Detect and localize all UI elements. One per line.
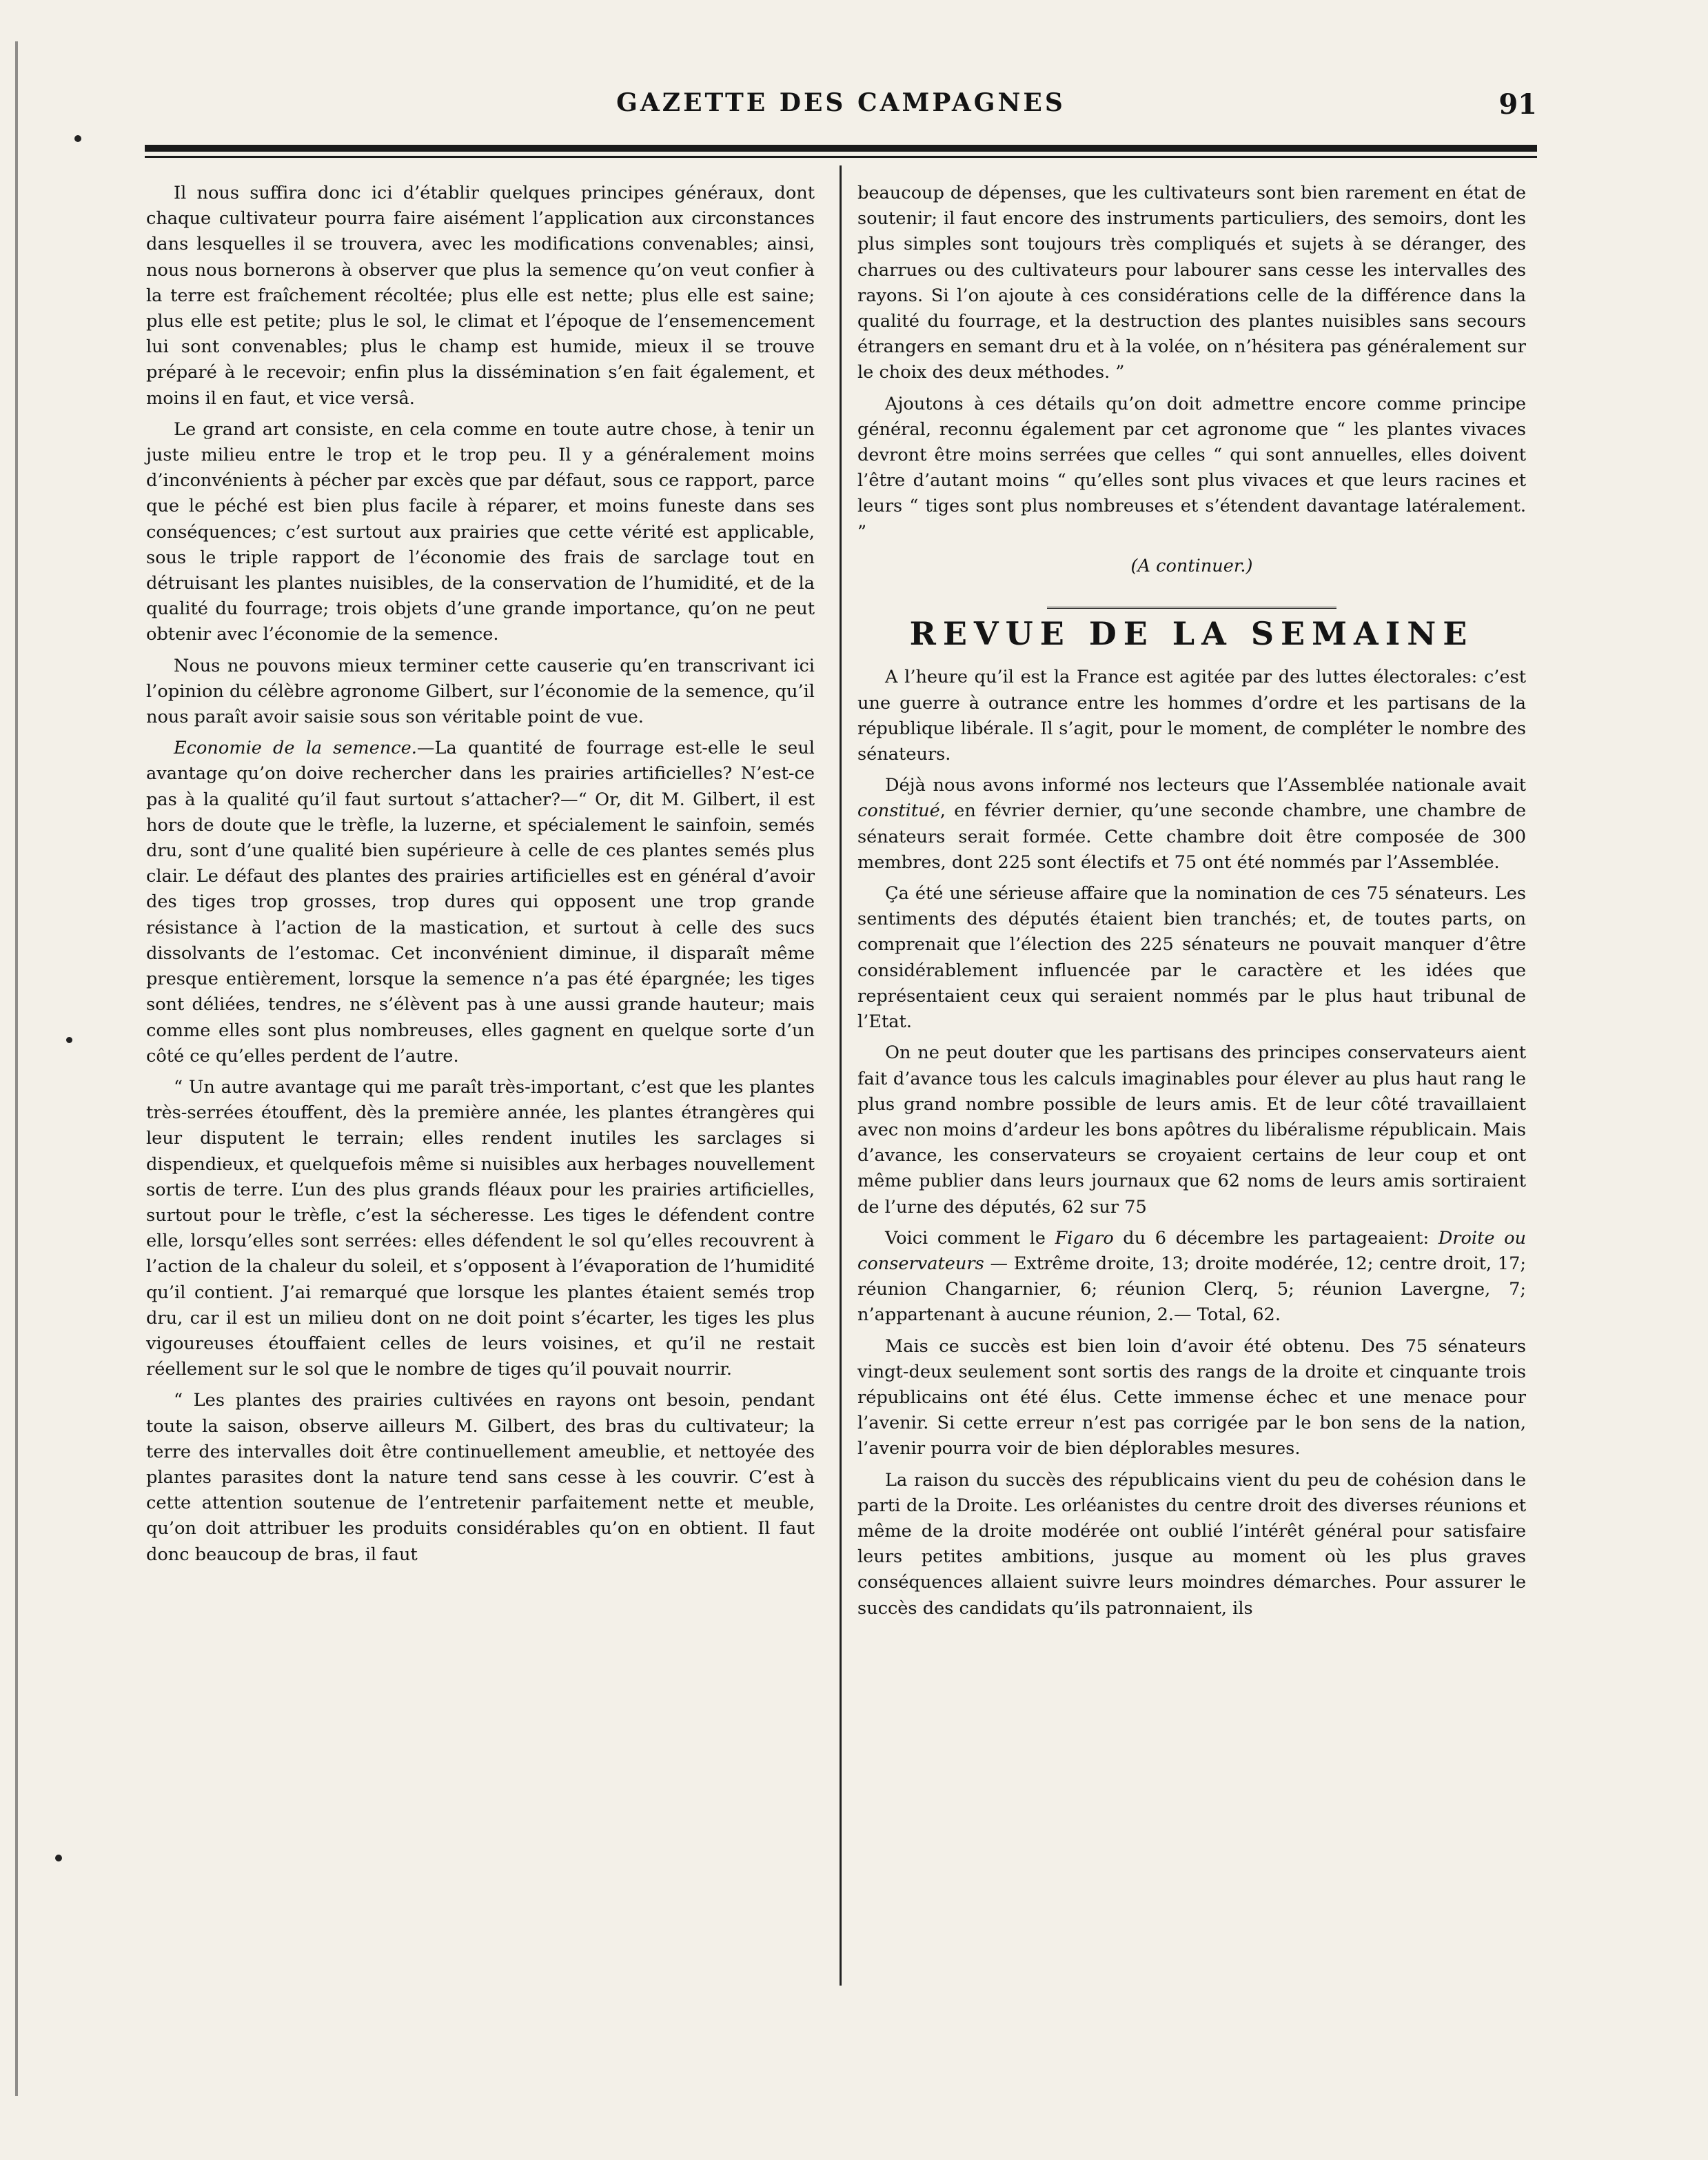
- print-speck: [55, 1855, 62, 1861]
- header-rule-thin: [145, 156, 1537, 158]
- paragraph: beaucoup de dépenses, que les cultivateurs sont bien rarement en état de soutenir; il faut encore des instruments particuliers, des semoirs, dont les plus simples sont toujours très compliqués et sujets à se déranger, des charrues ou des cultivateurs pour labourer sans cesse les intervalles des rayons. Si l’on ajoute à ces considérations celle de la différence dans la qualité du fourrage, et la destruction des plantes nuisibles sans secours étrangers en semant dru et à la volée, on n’hésitera pas généralement sur le choix des deux méthodes. ”: [857, 183, 1526, 383]
- text-run: , en février dernier, qu’une seconde chambre, une chambre de sénateurs serait formée. Cette chambre doit être composée de 300 membres, dont 225 sont électifs et 75 ont été nommés par l’Assemblée.: [857, 800, 1526, 873]
- text-run: Déjà nous avons informé nos lecteurs que l’Assemblée nationale avait: [885, 775, 1526, 796]
- column-divider: [840, 165, 842, 1986]
- paragraph: Ajoutons à ces détails qu’on doit admettre encore comme principe général, reconnu également par cet agronome que “ les plantes vivaces devront être moins serrées que celles “ qui sont annuelles, elles doivent l’être d’autant moins “ qu’elles sont plus vivaces et que leurs racines et leurs “ tiges sont plus nombreuses et s’étendent davantage latéralement. ”: [857, 393, 1526, 543]
- right-column: [857, 181, 1526, 1627]
- paragraph: [146, 736, 815, 1069]
- print-speck: [74, 135, 81, 142]
- binding-edge: [15, 41, 18, 2096]
- print-speck: [66, 1037, 72, 1043]
- page-header: [145, 88, 1537, 130]
- continue-note: (A continuer.): [1130, 555, 1253, 576]
- paragraph: La raison du succès des républicains vient du peu de cohésion dans le parti de la Droite. Les orléanistes du centre droit des diverses réunions et même de la droite modérée ont oublié l’intérêt général pour satisfaire leurs petites ambitions, jusque au moment où les plus graves conséquences allaient suivre leurs moindres démarches. Pour assurer le succès des candidats qu’ils patronnaient, ils: [857, 1469, 1526, 1619]
- paragraph: [857, 1226, 1526, 1329]
- emphasis: constitué: [857, 800, 940, 822]
- header-rule: [145, 145, 1537, 152]
- left-column: [146, 181, 815, 1573]
- paragraph: Le grand art consiste, en cela comme en toute autre chose, à tenir un juste milieu entre le trop et le trop peu. Il y a généralement moins d’inconvénients à pécher par excès que par défaut, sous ce rapport, parce que le péché est bien plus facile à réparer, et moins funeste dans ses conséquences; c’est surtout aux prairies que cette vérité est applicable, sous le triple rapport de l’économie des frais de sarclage tout en détruisant les plantes nuisibles, de la conservation de l’humidité, et de la qualité du fourrage; trois objets d’une grande importance, qu’on ne peut obtenir avec l’économie de la semence.: [146, 418, 815, 645]
- paragraph: Mais ce succès est bien loin d’avoir été obtenu. Des 75 sénateurs vingt-deux seulement sont sortis des rangs de la droite et cinquante trois républicains ont été élus. Cette immense échec et une menace pour l’avenir. Si cette erreur n’est pas corrigée par le bon sens de la nation, l’avenir pourra voir de bien déplorables mesures.: [857, 1335, 1526, 1460]
- ornament-divider: [857, 592, 1526, 617]
- paragraph: “ Les plantes des prairies cultivées en rayons ont besoin, pendant toute la saison, observe ailleurs M. Gilbert, des bras du cultivateur; la terre des intervalles doit être continuellement ameublie, et nettoyée des plantes parasites dont la nature tend sans cesse à les couvrir. C’est à cette attention soutenue de l’entretenir parfaitement nette et meuble, qu’on doit attribuer les produits considérables qu’on en obtient. Il faut donc beaucoup de bras, il faut: [146, 1390, 815, 1565]
- paragraph: “ Un autre avantage qui me paraît très-important, c’est que les plantes très-serrées étouffent, dès la première année, les plantes étrangères qui leur disputent le terrain; elles rendent inutiles les sarclages si dispendieux, et quelquefois même si nuisibles aux herbages nouvellement sortis de terre. L’un des plus grands fléaux pour les prairies artificielles, surtout pour le trèfle, c’est la sécheresse. Les tiges le défendent contre elle, lorsqu’elles sont serrées: elles défendent le sol qu’elles recouvrent à l’action de la chaleur du soleil, et s’opposent à l’évaporation de l’humidité qu’il contient. J’ai remarqué que lorsque les plantes étaient semés trop dru, car il est un milieu dont on ne doit point s’écarter, les tiges les plus vigoureuses étouffaient celles de leurs voisines, et qu’il ne restait réellement sur le sol que le nombre de tiges qu’il pouvait nourrir.: [146, 1076, 815, 1380]
- text-run: du 6 décembre les partageaient:: [1113, 1227, 1438, 1249]
- text-run: Voici comment le: [885, 1227, 1055, 1249]
- paragraph: Il nous suffira donc ici d’établir quelques principes généraux, dont chaque cultivateur pourra faire aisément l’application aux circonstances dans lesquelles il se trouvera, avec les modifications convenables; ainsi, nous nous bornerons à observer que plus la semence qu’on veut confier à la terre est fraîchement récoltée; plus elle est nette; plus elle est saine; plus elle est petite; plus le sol, le climat et l’époque de l’ensemencement lui sont convenables; plus le champ est humide, mieux il se trouve préparé à le recevoir; enfin plus la dissémination s’en fait également, et moins il en faut, et vice versâ.: [146, 183, 815, 409]
- text-run: — Extrême droite, 13; droite modérée, 12; centre droit, 17; réunion Changarnier, 6; réunion Clerq, 5; réunion Lavergne, 7; n’appartenant à aucune réunion, 2.— Total, 62.: [857, 1253, 1526, 1326]
- paragraph-heading: Economie de la semence.: [174, 738, 417, 759]
- paragraph: Nous ne pouvons mieux terminer cette causerie qu’en transcrivant ici l’opinion du célèbre agronome Gilbert, sur l’économie de la semence, qu’il nous paraît avoir saisie sous son véritable point de vue.: [146, 655, 815, 728]
- emphasis: Droite ou conservateurs: [857, 1227, 1527, 1274]
- paragraph: Ça été une sérieuse affaire que la nomination de ces 75 sénateurs. Les sentiments des députés étaient bien tranchés; et, de toutes parts, on comprenait que l’élection des 225 sénateurs ne pouvait manquer d’être considérablement influencée par le caractère et les idées que représentaient ceux qui seraient nommés par le plus haut tribunal de l’Etat.: [857, 883, 1526, 1033]
- paragraph-body: —La quantité de fourrage est-elle le seul avantage qu’on doive rechercher dans les prairies artificielles? N’est-ce pas à la qualité qu’il faut surtout s’attacher?—“ Or, dit M. Gilbert, il est hors de doute que le trèfle, la luzerne, et spécialement le sainfoin, semés dru, sont d’une qualité bien supérieure à celle de ces plantes semés plus clair. Le défaut des plantes des prairies artificielles est en général d’avoir des tiges trop grosses, trop dures qui opposent une trop grande résistance à l’action de la mastication, et surtout à celle des sucs dissolvants de l’estomac. Cet inconvénient diminue, il disparaît même presque entièrement, lorsque la semence n’a pas été épargnée; les tiges sont déliées, tendres, ne s’élèvent pas à une aussi grande hauteur; mais comme elles sont plus nombreuses, elles gagnent en quelque sorte d’un côté ce qu’elles perdent de l’autre.: [146, 738, 815, 1067]
- page-number: 91: [1498, 88, 1537, 121]
- paragraph: A l’heure qu’il est la France est agitée par des luttes électorales: c’est une guerre à outrance entre les hommes d’ordre et les partisans de la république libérale. Il s’agit, pour le moment, de compléter le nombre des sénateurs.: [857, 667, 1526, 765]
- paragraph: On ne peut douter que les partisans des principes conservateurs aient fait d’avance tous les calculs imaginables pour élever au plus haut rang le plus grand nombre possible de leurs amis. Et de leur côté travaillaient avec non moins d’ardeur les bons apôtres du libéralisme républicain. Mais d’avance, les conservateurs se croyaient certains de leur coup et ont même publier dans leurs journaux que 62 noms de leurs amis sortiraient de l’urne des députés, 62 sur 75: [857, 1042, 1526, 1218]
- emphasis: Figaro: [1055, 1227, 1114, 1249]
- paragraph: [857, 773, 1526, 876]
- newspaper-title: GAZETTE DES CAMPAGNES: [616, 88, 1066, 117]
- section-title: REVUE DE LA SEMAINE: [909, 615, 1474, 653]
